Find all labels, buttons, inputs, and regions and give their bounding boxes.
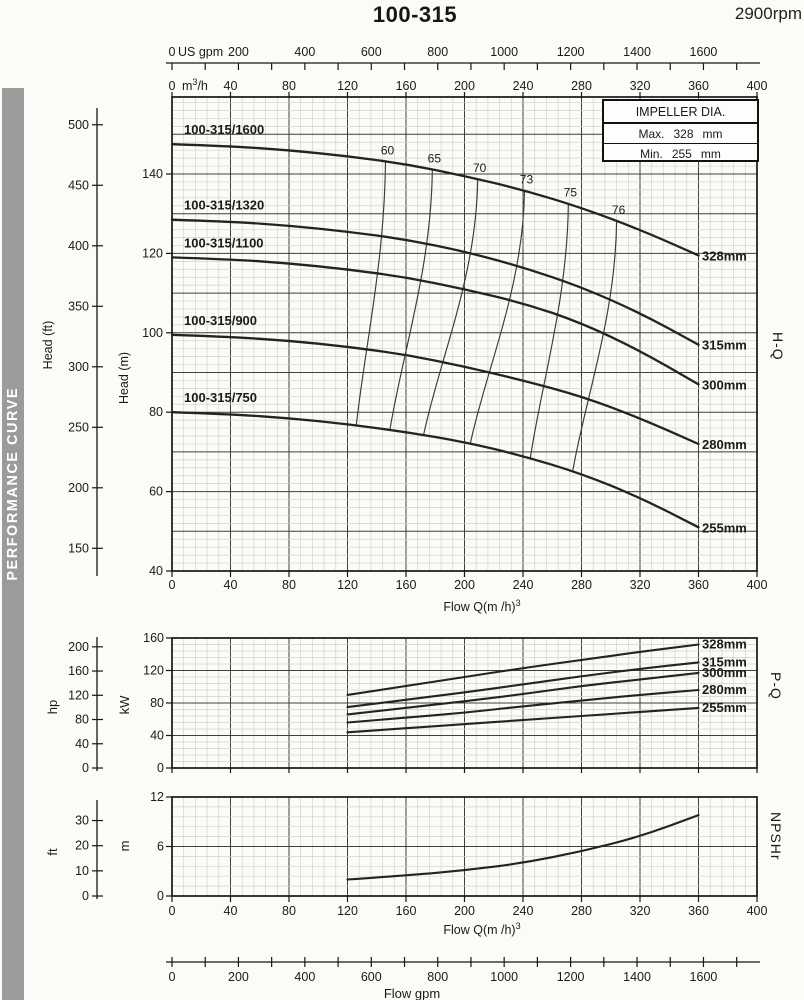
axis-tick-label: 160 (395, 904, 417, 918)
tspan-shape: 3 (192, 77, 198, 87)
m3h-unit-label (182, 77, 208, 93)
axis-tick-label: 600 (360, 45, 382, 59)
axis-tick-label: 80 (150, 696, 164, 710)
impeller-min-value: 255 (671, 146, 692, 161)
axis-tick-label: 140 (142, 167, 163, 181)
axis-tick-label: 1200 (556, 970, 585, 984)
axis-tick-label: 80 (282, 578, 296, 592)
performance-curve-banner (2, 88, 24, 1000)
axis-tick-label: 400 (746, 79, 768, 93)
npsh-plot (45, 790, 767, 937)
axis-tick-label: 160 (395, 578, 417, 592)
curve-name-label: 100-315/900 (184, 312, 258, 328)
axis-tick-label: 20 (75, 838, 89, 853)
axis-tick-label: 1000 (490, 970, 519, 984)
axis-tick-label: 120 (337, 79, 358, 93)
npsh-axis-side-label: NPSHr (768, 812, 784, 861)
axis-tick-label: 360 (688, 79, 709, 93)
axis-tick-label: 240 (512, 904, 534, 918)
axis-tick-label: 80 (75, 712, 89, 727)
axis-tick-label: 0 (168, 970, 176, 984)
axis-tick-label: 400 (294, 45, 316, 59)
axis-tick-label: 200 (454, 578, 475, 592)
kw-axis-title: kW (117, 695, 132, 715)
axis-tick-label: 1000 (490, 45, 519, 59)
impeller-dia-title: IMPELLER DIA. (604, 101, 757, 124)
efficiency-label: 76 (611, 202, 626, 217)
efficiency-label: 60 (380, 143, 395, 158)
axis-tick-label: 240 (512, 79, 534, 93)
head-m-axis-title: Head (m) (117, 351, 131, 405)
impeller-dia-label: 300mm (702, 664, 747, 680)
axis-tick-label: 160 (143, 631, 164, 645)
curve-name-label: 100-315/1320 (184, 197, 265, 213)
pq-plot (45, 631, 757, 775)
axis-tick-label: 10 (75, 863, 89, 878)
axis-tick-label: 30 (75, 813, 89, 828)
gpm-footer-axis (166, 957, 760, 1000)
axis-tick-label: 100 (142, 325, 163, 340)
axis-tick-label: 280 (571, 578, 592, 592)
axis-tick-label: 120 (143, 663, 164, 678)
axis-tick-label: 280 (571, 904, 592, 918)
axis-tick-label: 6 (157, 839, 164, 854)
axis-tick-label: 120 (337, 904, 358, 918)
axis-tick-label: 200 (454, 904, 475, 918)
axis-tick-label: 200 (68, 639, 89, 654)
gpm-unit-label: US gpm (178, 45, 224, 59)
hq-axis-side-label: H-Q (770, 332, 786, 361)
efficiency-line (573, 221, 617, 471)
efficiency-label: 73 (519, 172, 534, 187)
axis-tick-label: 250 (68, 420, 89, 435)
axis-tick-label: 360 (688, 904, 709, 918)
axis-tick-label: 120 (142, 246, 163, 261)
tspan-shape: 3 (515, 598, 521, 608)
impeller-dia-label: 300mm (702, 377, 747, 393)
axis-tick-label: 300 (68, 359, 89, 374)
axis-tick-label: 500 (68, 117, 89, 132)
axis-tick-label: 40 (149, 564, 163, 578)
impeller-dia-label: 315mm (702, 654, 747, 670)
axis-tick-label: 1200 (556, 45, 585, 59)
axis-tick-label: 200 (228, 970, 249, 984)
axis-tick-label: 450 (68, 178, 89, 193)
tspan-shape: Flow Q(m /h) (443, 923, 516, 937)
impeller-max-unit: mm (702, 126, 723, 141)
gpm-zero-label: 0 (168, 45, 176, 59)
impeller-max-value: 328 (673, 126, 694, 141)
m3h-zero-label: 0 (168, 79, 176, 93)
impeller-dia-label: 280mm (702, 682, 747, 697)
axis-tick-label: 0 (157, 889, 164, 903)
impeller-dia-table (602, 99, 759, 162)
pump-model-title: 100-315 (372, 2, 458, 27)
axis-tick-label: 360 (688, 578, 709, 592)
axis-tick-label: 120 (337, 578, 358, 592)
axis-tick-label: 350 (68, 299, 89, 314)
axis-tick-label: 40 (75, 736, 89, 751)
axis-tick-label: 0 (82, 889, 89, 903)
impeller-dia-label: 255mm (702, 520, 747, 536)
axis-tick-label: 0 (82, 761, 89, 775)
axis-tick-label: 40 (150, 728, 164, 743)
npsh-x-axis-title (443, 921, 520, 937)
axis-tick-label: 200 (454, 79, 475, 93)
hp-axis-title: hp (45, 699, 60, 715)
pump-speed-label: 2900rpm (734, 4, 802, 23)
axis-tick-label: 80 (282, 904, 296, 918)
axis-tick-label: 320 (629, 79, 651, 93)
axis-tick-label: 0 (168, 904, 176, 918)
axis-tick-label: 60 (149, 484, 163, 499)
impeller-dia-label: 328mm (702, 248, 747, 264)
axis-tick-label: 200 (68, 480, 89, 495)
axis-tick-label: 80 (282, 79, 296, 93)
axis-tick-label: 0 (157, 761, 164, 775)
axis-tick-label: 400 (68, 238, 89, 253)
axis-tick-label: 120 (68, 688, 89, 703)
impeller-dia-label: 315mm (702, 337, 747, 353)
axis-tick-label: 40 (223, 578, 238, 592)
efficiency-label: 70 (472, 161, 487, 176)
axis-tick-label: 40 (223, 79, 238, 93)
axis-tick-label: 1400 (623, 970, 651, 984)
impeller-dia-label: 280mm (702, 436, 747, 452)
axis-tick-label: 12 (150, 790, 164, 804)
axis-tick-label: 240 (512, 578, 534, 592)
top-m3h-axis (169, 77, 768, 97)
impeller-dia-label: 255mm (702, 699, 747, 715)
axis-tick-label: 40 (223, 904, 238, 918)
axis-tick-label: 320 (629, 578, 651, 592)
curve-name-label: 100-315/750 (184, 390, 258, 406)
impeller-min-row (604, 143, 757, 163)
efficiency-line (390, 169, 432, 429)
impeller-min-unit: mm (700, 146, 721, 161)
head-curve (172, 412, 699, 527)
curve-name-label: 100-315/1100 (184, 235, 264, 251)
axis-tick-label: 800 (427, 970, 449, 984)
tspan-shape: 3 (515, 921, 521, 931)
top-gpm-axis (166, 45, 760, 70)
axis-tick-label: 160 (395, 79, 417, 93)
banner-label: PERFORMANCE CURVE (5, 387, 21, 581)
impeller-min-label: Min. (640, 146, 663, 161)
axis-tick-label: 150 (68, 541, 89, 556)
gpm-footer-title: Flow gpm (383, 986, 441, 1000)
axis-tick-label: 1600 (689, 45, 718, 59)
efficiency-label: 65 (427, 151, 442, 166)
axis-tick-label: 160 (68, 664, 89, 679)
tspan-shape: m (182, 79, 193, 93)
impeller-max-label: Max. (638, 126, 665, 141)
axis-tick-label: 1600 (689, 970, 718, 984)
axis-tick-label: 400 (294, 970, 316, 984)
tspan-shape: Flow Q(m /h) (443, 600, 516, 614)
hq-x-axis-title (443, 598, 520, 614)
hq-plot (41, 97, 767, 614)
impeller-dia-label: 328mm (702, 636, 747, 652)
axis-tick-label: 1400 (623, 45, 651, 59)
curve-name-label: 100-315/1600 (184, 122, 265, 138)
axis-tick-label: 800 (427, 45, 449, 59)
axis-tick-label: 600 (360, 970, 382, 984)
pq-axis-side-label: P-Q (768, 672, 784, 700)
axis-tick-label: 80 (149, 405, 163, 420)
efficiency-label: 75 (563, 185, 578, 200)
axis-tick-label: 400 (746, 578, 768, 592)
npsh-m-axis-title: m (117, 840, 132, 852)
head-ft-axis-title: Head (ft) (41, 320, 55, 370)
axis-tick-label: 400 (746, 904, 768, 918)
impeller-max-row (604, 124, 757, 143)
axis-tick-label: 320 (629, 904, 651, 918)
axis-tick-label: 0 (168, 578, 176, 592)
npsh-ft-axis-title: ft (45, 848, 60, 856)
axis-tick-label: 200 (228, 45, 249, 59)
tspan-shape: /h (197, 79, 208, 93)
axis-tick-label: 280 (571, 79, 592, 93)
